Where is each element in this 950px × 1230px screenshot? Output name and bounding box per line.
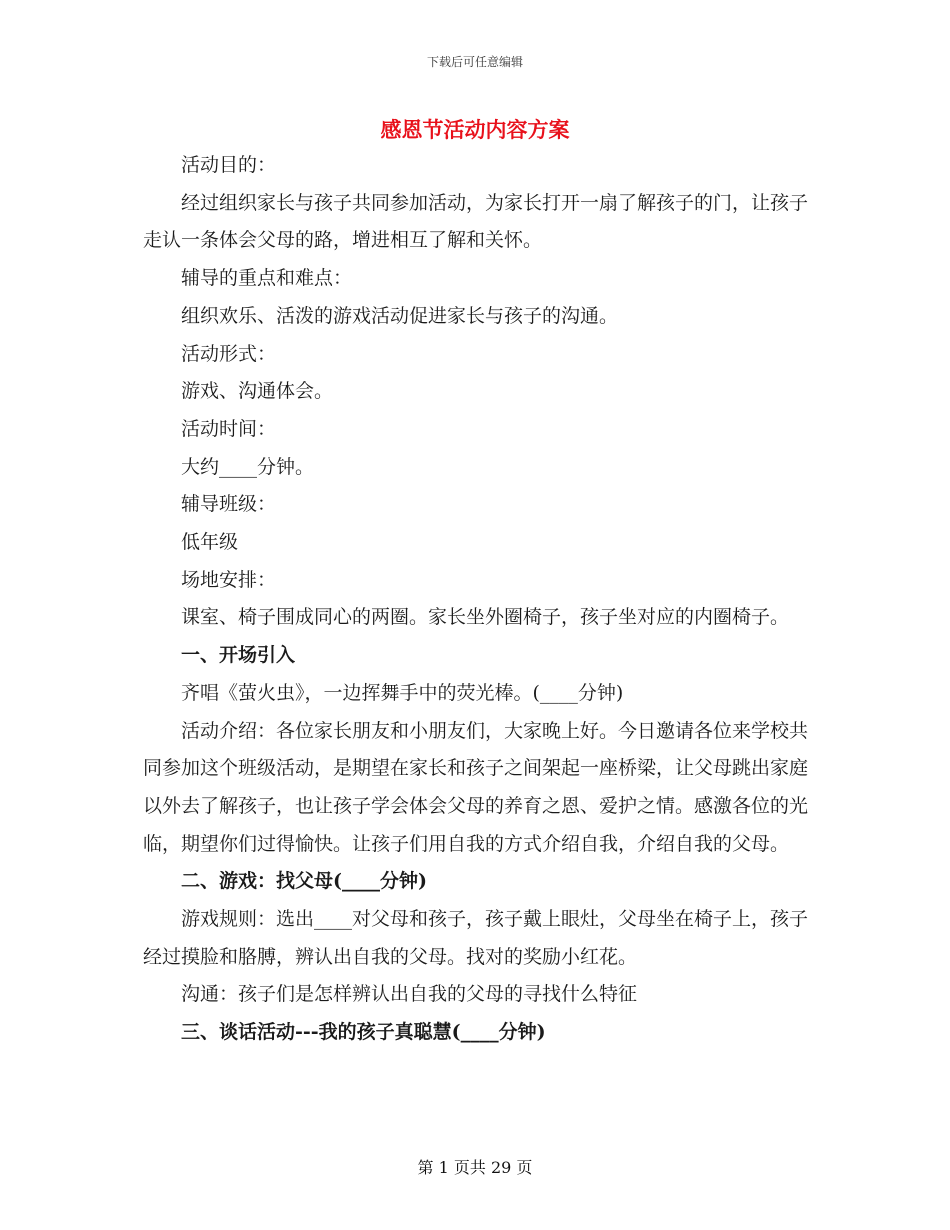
paragraph: 活动形式： (181, 342, 277, 365)
paragraph: 沟通：孩子们是怎样辨认出自我的父母的寻找什么特征 (181, 983, 638, 1006)
paragraph: 齐唱《萤火虫》，一边挥舞手中的荧光棒。(____分钟) (181, 681, 624, 704)
paragraph: 场地安排： (181, 568, 277, 591)
page-number: 第 1 页共 29 页 (417, 1158, 533, 1177)
paragraph: 辅导班级： (181, 493, 277, 516)
paragraph: 活动目的： (181, 154, 277, 176)
paragraph: 游戏、沟通体会。 (181, 380, 334, 403)
paragraph: 大约____分钟。 (181, 455, 315, 478)
paragraph: 课室、椅子围成同心的两圈。家长坐外圈椅子，孩子坐对应的内圈椅子。 (181, 606, 790, 629)
paragraph: 辅导的重点和难点： (181, 267, 353, 290)
paragraph: 活动介绍：各位家长朋友和小朋友们，大家晚上好。今日邀请各位来学校共同参加这个班级活动，是期望在家长和孩子之间架起一座桥梁，让父母跳出家庭以外去了解孩子，也让孩子学会体会父母的养育之恩、爱护之情。感激各位的光临，期望你们过得愉快。让孩子们用自我的方式介绍自我，介绍自我的父母。 (143, 719, 809, 855)
paragraph: 经过组织家长与孩子共同参加活动，为家长打开一扇了解孩子的门，让孩子走认一条体会父母的路，增进相互了解和关怀。 (143, 191, 809, 252)
section-heading: 一、开场引入 (181, 644, 296, 667)
paragraph: 活动时间： (181, 417, 277, 440)
document-title: 感恩节活动内容方案 (380, 117, 570, 142)
paragraph: 游戏规则：选出____对父母和孩子，孩子戴上眼灶，父母坐在椅子上，孩子经过摸脸和胳膊，辨认出自我的父母。找对的奖励小红花。 (143, 908, 809, 968)
section-heading: 二、游戏：找父母(____分钟) (181, 870, 427, 893)
paragraph: 低年级 (181, 531, 239, 554)
section-heading: 三、谈话活动---我的孩子真聪慧(____分钟) (181, 1021, 546, 1044)
page-header: 下载后可任意编辑 (426, 55, 523, 69)
paragraph: 组织欢乐、活泼的游戏活动促进家长与孩子的沟通。 (181, 304, 619, 327)
document-body (143, 147, 808, 1052)
